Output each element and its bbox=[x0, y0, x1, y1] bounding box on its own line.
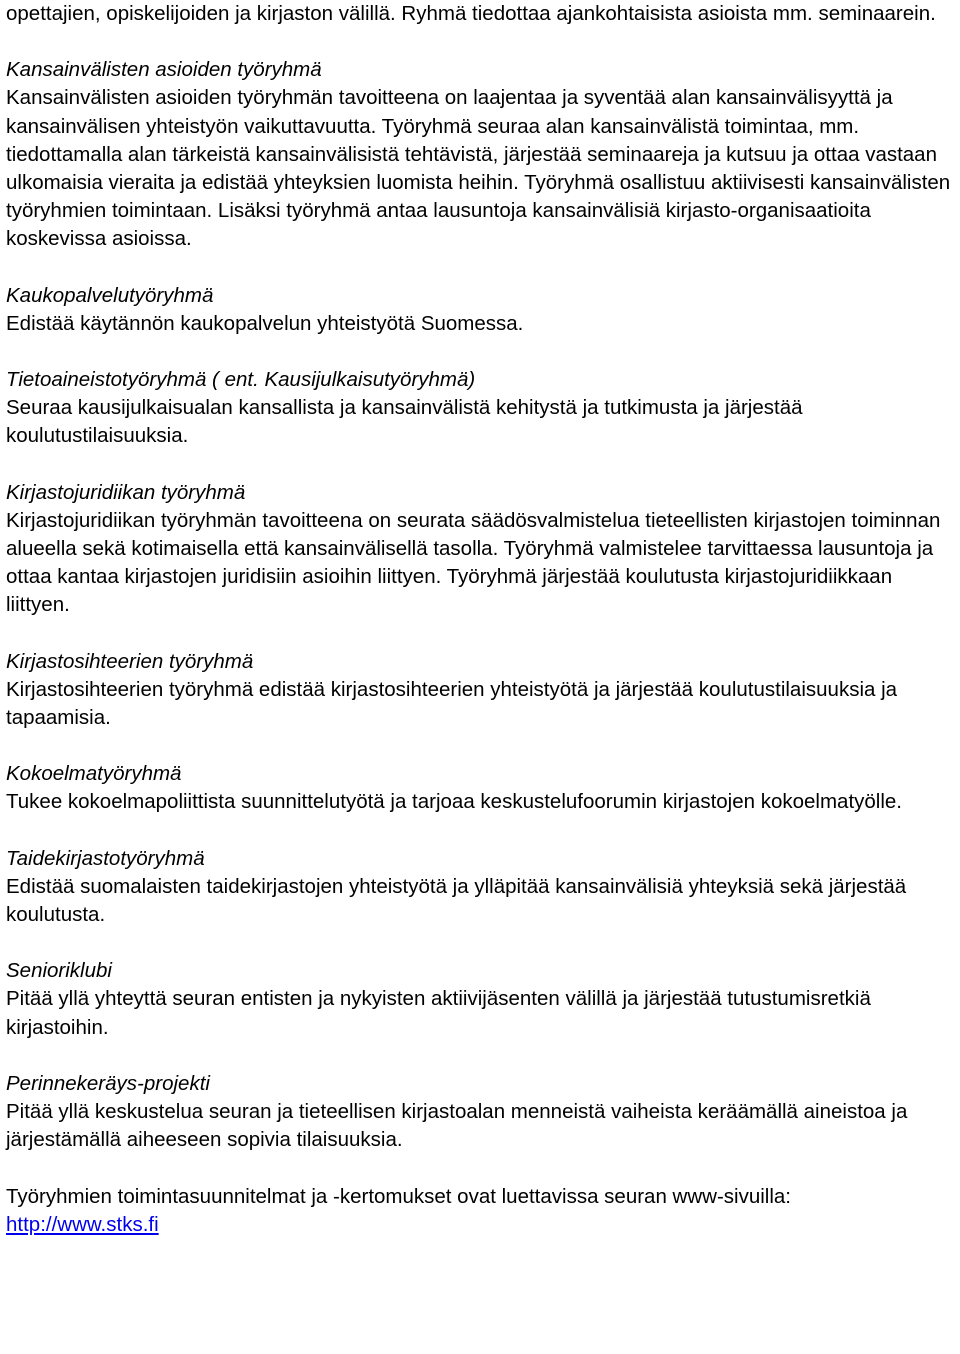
section-title: Perinnekeräys-projekti bbox=[6, 1071, 210, 1095]
section-title: Kirjastosihteerien työryhmä bbox=[6, 649, 254, 673]
section-title: Taidekirjastotyöryhmä bbox=[6, 846, 205, 870]
section-body: Kirjastojuridiikan työryhmän tavoitteena on seurata säädösvalmistelua tieteellisten kirjastojen toiminnan alueella sekä kotimaisella että kansainvälisellä tasolla. Työryhmä valmistelee tarvittaessa lausuntoja ja ottaa kantaa kirjastojen juridisiin asioihin liittyen. Työryhmä järjestää koulutusta kirjastojuridiikkaan liittyen. bbox=[6, 508, 941, 617]
section-body: Pitää yllä keskustelua seuran ja tieteellisen kirjastoalan menneistä vaiheista keräämällä aineistoa ja järjestämällä aiheeseen sopivia tilaisuuksia. bbox=[6, 1100, 908, 1152]
section-senioriklubi bbox=[6, 957, 958, 1042]
section-kaukopalvelu bbox=[6, 282, 958, 338]
section-kokoelma bbox=[6, 760, 958, 816]
section-body: Edistää käytännön kaukopalvelun yhteistyötä Suomessa. bbox=[6, 311, 524, 335]
footer-text: Työryhmien toimintasuunnitelmat ja -kertomukset ovat luettavissa seuran www-sivuilla: bbox=[6, 1184, 792, 1208]
section-body: Kansainvälisten asioiden työryhmän tavoitteena on laajentaa ja syventää alan kansainvälisyyttä ja kansainvälisen yhteistyön vaikuttavuutta. Työryhmä seuraa alan kansainvälistä toimintaa, mm. tiedottamalla alan tärkeistä kansainvälisistä tehtävistä, järjestää seminaareja ja kutsuu ja ottaa vastaan ulkomaisia vieraita ja edistää yhteyksien luomista heihin. Työryhmä osallistuu aktiivisesti kansainvälisten työryhmien toimintaan. Lisäksi työryhmä antaa lausuntoja kansainvälisiä kirjasto-organisaatioita koskevissa asioissa. bbox=[6, 86, 951, 251]
section-kansainvaliset bbox=[6, 56, 958, 253]
footer-note bbox=[6, 1183, 958, 1239]
section-taidekirjasto bbox=[6, 845, 958, 930]
section-title: Kansainvälisten asioiden työryhmä bbox=[6, 58, 322, 82]
section-title: Kaukopalvelutyöryhmä bbox=[6, 283, 214, 307]
document-page bbox=[6, 0, 958, 1239]
section-body: Kirjastosihteerien työryhmä edistää kirjastosihteerien yhteistyötä ja järjestää koulutustilaisuuksia ja tapaamisia. bbox=[6, 677, 898, 730]
section-perinnekeraus bbox=[6, 1070, 958, 1155]
website-link[interactable]: http://www.stks.fi bbox=[6, 1212, 159, 1236]
intro-paragraph-tail: opettajien, opiskelijoiden ja kirjaston välillä. Ryhmä tiedottaa ajankohtaisista asioista mm. seminaarein. bbox=[6, 2, 936, 25]
section-body: Edistää suomalaisten taidekirjastojen yhteistyötä ja ylläpitää kansainvälisiä yhteyksiä sekä järjestää koulutusta. bbox=[6, 874, 907, 927]
section-body: Seuraa kausijulkaisualan kansallista ja kansainvälistä kehitystä ja tutkimusta ja järjestää koulutustilaisuuksia. bbox=[6, 396, 803, 448]
section-tietoaineisto bbox=[6, 366, 958, 451]
section-title: Tietoaineistotyöryhmä ( ent. Kausijulkaisutyöryhmä) bbox=[6, 368, 476, 392]
section-title: Kirjastojuridiikan työryhmä bbox=[6, 480, 246, 504]
section-title: Kokoelmatyöryhmä bbox=[6, 762, 182, 786]
section-kirjastojuridiikka bbox=[6, 479, 958, 620]
section-body: Pitää yllä yhteyttä seuran entisten ja nykyisten aktiivijäsenten välillä ja järjestää tutustumisretkiä kirjastoihin. bbox=[6, 987, 871, 1039]
section-body: Tukee kokoelmapoliittista suunnittelutyötä ja tarjoaa keskustelufoorumin kirjastojen kokoelmatyölle. bbox=[6, 790, 903, 814]
section-title: Senioriklubi bbox=[6, 959, 112, 983]
section-kirjastosihteerit bbox=[6, 648, 958, 733]
